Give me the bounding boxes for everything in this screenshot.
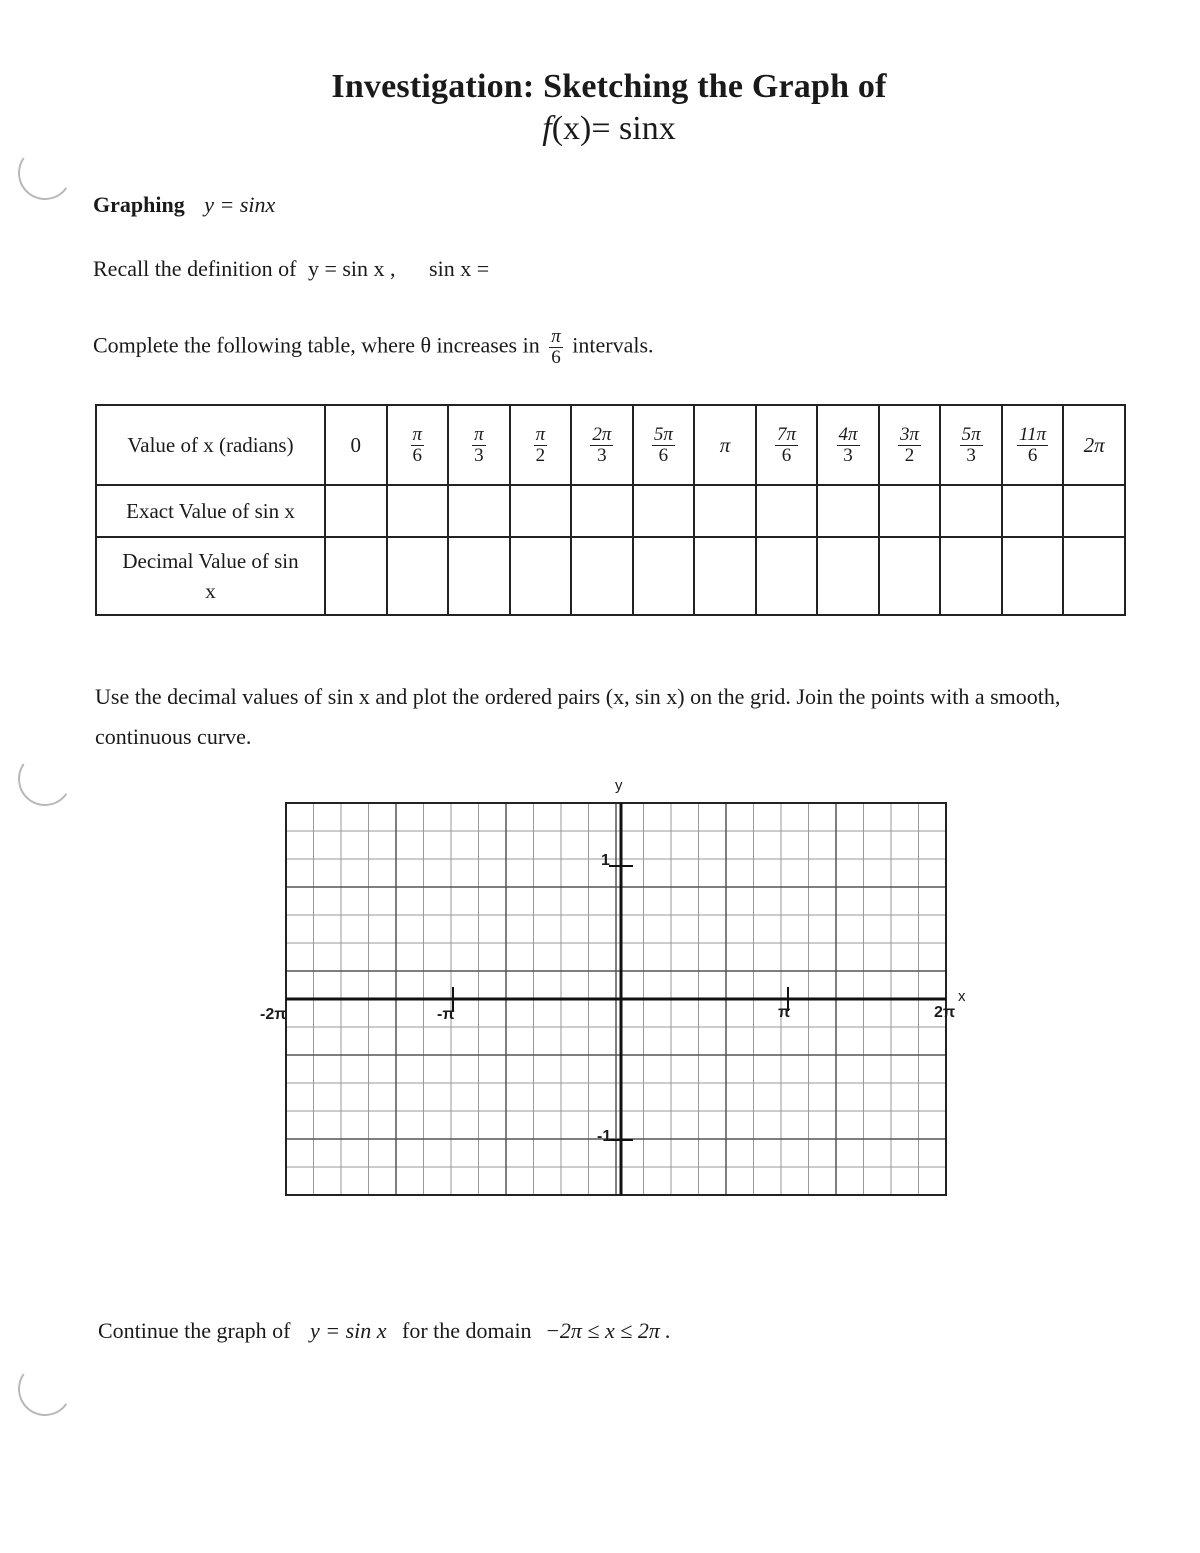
y-axis-label: y: [615, 777, 623, 794]
x-value-numerator: 4π: [838, 423, 858, 445]
x-value-numerator: 3π: [900, 423, 920, 445]
row-label-decimal-text: Decimal Value of sin x: [122, 549, 299, 603]
x-value-numerator: 7π: [776, 423, 796, 445]
tick-label-2pi: 2π: [934, 1004, 956, 1021]
interval-fraction-den: 6: [551, 347, 561, 368]
tick-label-negpi: -π: [437, 1006, 455, 1023]
continue-eq: y = sin x: [309, 1318, 387, 1343]
x-value-text: π: [719, 432, 731, 457]
x-value-denominator: 3: [474, 444, 484, 466]
x-value-denominator: 2: [535, 444, 546, 466]
x-value-denominator: 6: [1027, 444, 1038, 466]
subtitle-rest: (x)= sinx: [551, 110, 676, 147]
x-value-denominator: 3: [597, 444, 607, 466]
graphing-label: Graphing: [93, 192, 185, 217]
continue-instruction: [98, 1318, 671, 1344]
x-value-numerator: π: [412, 423, 423, 445]
x-axis-label: x: [958, 988, 966, 1005]
subtitle-f: f: [542, 110, 552, 147]
recall-eq1: y = sin x ,: [307, 256, 396, 281]
tick-label-pi: π: [778, 1004, 791, 1021]
x-value-denominator: 6: [781, 444, 792, 466]
x-value-denominator: 6: [412, 444, 423, 466]
continue-domain-text: for the domain: [402, 1318, 532, 1343]
recall-text: Recall the definition of: [93, 256, 297, 281]
tick-label-neg2pi: -2π: [260, 1006, 287, 1023]
recall-eq2: sin x =: [429, 256, 490, 281]
x-value-numerator: 11π: [1019, 423, 1047, 445]
x-value-numerator: π: [535, 423, 546, 445]
x-value-numerator: π: [474, 423, 484, 445]
x-value-text: 2π: [1083, 432, 1105, 457]
continue-text: Continue the graph of: [98, 1318, 291, 1343]
complete-after: intervals.: [572, 332, 654, 358]
plot-instruction-line2: continuous curve.: [95, 724, 252, 749]
tick-label-y-pos: 1: [601, 852, 610, 869]
continue-domain: −2π ≤ x ≤ 2π .: [545, 1318, 671, 1343]
x-value-text: 0: [350, 432, 362, 457]
row-label-exact: Exact Value of sin x: [96, 485, 325, 537]
x-value-denominator: 6: [658, 444, 669, 466]
row-label-x: Value of x (radians): [96, 405, 325, 485]
graphing-equation: y = sinx: [204, 192, 276, 217]
x-value-denominator: 3: [966, 444, 976, 466]
x-value-numerator: 5π: [961, 423, 981, 445]
interval-fraction-num: π: [551, 326, 561, 347]
complete-before: Complete the following table, where θ increases in: [93, 332, 540, 358]
x-value-denominator: 3: [843, 444, 853, 466]
x-value-numerator: 2π: [592, 423, 612, 445]
page-title: Investigation: Sketching the Graph of: [331, 68, 887, 105]
tick-label-y-neg: -1: [597, 1128, 612, 1145]
x-value-denominator: 2: [904, 444, 915, 466]
x-value-numerator: 5π: [653, 423, 673, 445]
plot-instruction-line1: Use the decimal values of sin x and plot the ordered pairs (x, sin x) on the grid. Join the points with a smooth,: [95, 684, 1061, 709]
